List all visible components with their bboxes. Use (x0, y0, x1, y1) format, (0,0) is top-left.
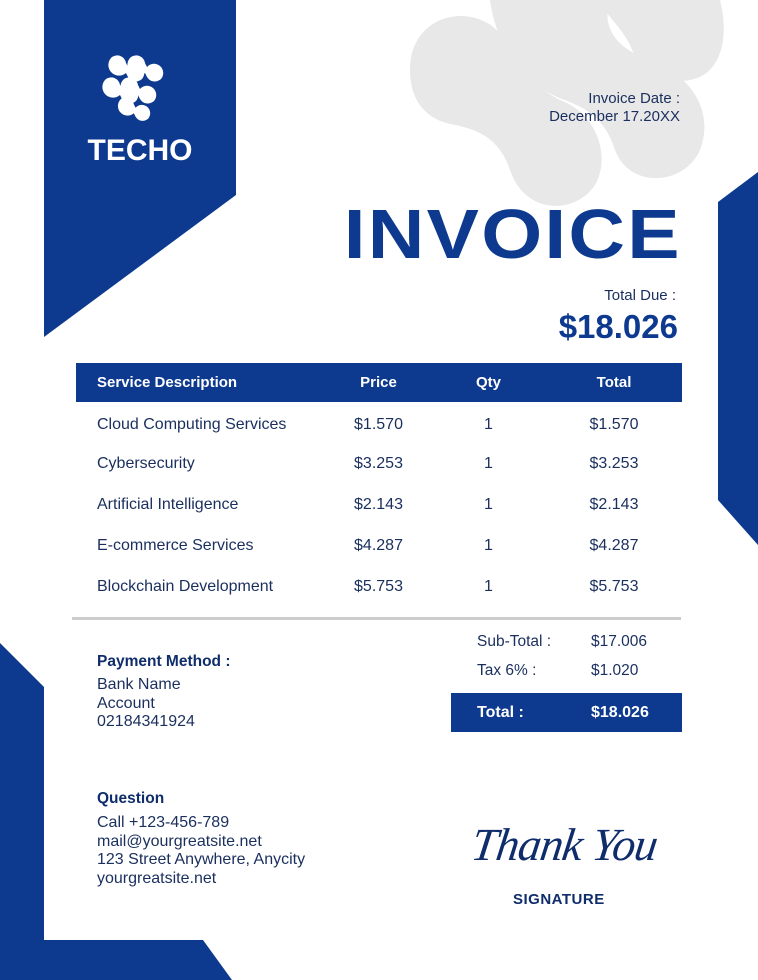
website: yourgreatsite.net (97, 869, 217, 887)
header-price: Price (326, 363, 431, 402)
address: 123 Street Anywhere, Anycity (97, 851, 306, 868)
table-row (76, 484, 682, 525)
qty: 1 (484, 536, 493, 554)
services-table (76, 363, 682, 607)
top-left-banner (44, 0, 236, 337)
account: Account (97, 694, 155, 712)
qty: 1 (484, 454, 493, 472)
total-value: $18.026 (591, 704, 649, 721)
service-description: Blockchain Development (97, 577, 274, 595)
table-row (76, 402, 682, 443)
subtotal-value: $17.006 (591, 633, 648, 650)
service-description: Artificial Intelligence (97, 495, 239, 513)
price: $4.287 (354, 536, 403, 554)
tax-label: Tax 6% : (477, 662, 537, 679)
total-due-amount: $18.026 (558, 308, 678, 345)
divider (72, 617, 681, 620)
table-row (76, 443, 682, 484)
service-description: Cybersecurity (97, 454, 195, 472)
header-total: Total (546, 363, 682, 402)
line-total: $1.570 (589, 415, 639, 433)
header-description: Service Description (76, 363, 326, 402)
question-section (97, 790, 305, 888)
subtotal-label: Sub-Total : (477, 633, 552, 650)
payment-method (97, 653, 230, 732)
price: $3.253 (354, 454, 403, 472)
brand-name: TECHO (87, 134, 193, 167)
phone: Call +123-456-789 (97, 814, 230, 831)
total-due-label: Total Due : (604, 287, 676, 304)
signature-label: SIGNATURE (513, 891, 605, 908)
line-total: $4.287 (589, 536, 639, 554)
table-row (76, 525, 682, 566)
line-total: $5.753 (589, 577, 639, 595)
qty: 1 (484, 495, 493, 513)
question-heading: Question (97, 790, 165, 807)
page-title: INVOICE (343, 195, 682, 273)
account-number: 02184341924 (97, 713, 195, 730)
bank-name: Bank Name (97, 676, 181, 693)
total-box (451, 693, 682, 732)
invoice-date-block (549, 90, 680, 126)
invoice-date: December 17.20XX (549, 108, 680, 125)
tax-value: $1.020 (591, 662, 639, 679)
total-label: Total : (477, 704, 524, 721)
line-total: $3.253 (589, 454, 639, 472)
price: $2.143 (354, 495, 403, 513)
payment-heading: Payment Method : (97, 653, 231, 670)
invoice-date-label: Invoice Date : (588, 90, 680, 107)
line-total: $2.143 (589, 495, 639, 513)
service-description: Cloud Computing Services (97, 415, 287, 433)
qty: 1 (484, 577, 493, 595)
table-header-row (76, 363, 682, 402)
service-description: E-commerce Services (97, 536, 254, 554)
qty: 1 (484, 415, 493, 433)
right-banner (718, 172, 758, 545)
price: $5.753 (354, 577, 403, 595)
email: mail@yourgreatsite.net (97, 832, 262, 850)
price: $1.570 (354, 415, 403, 433)
signature-thank-you: Thank You (468, 819, 661, 870)
header-qty: Qty (431, 363, 546, 402)
table-row (76, 566, 682, 607)
